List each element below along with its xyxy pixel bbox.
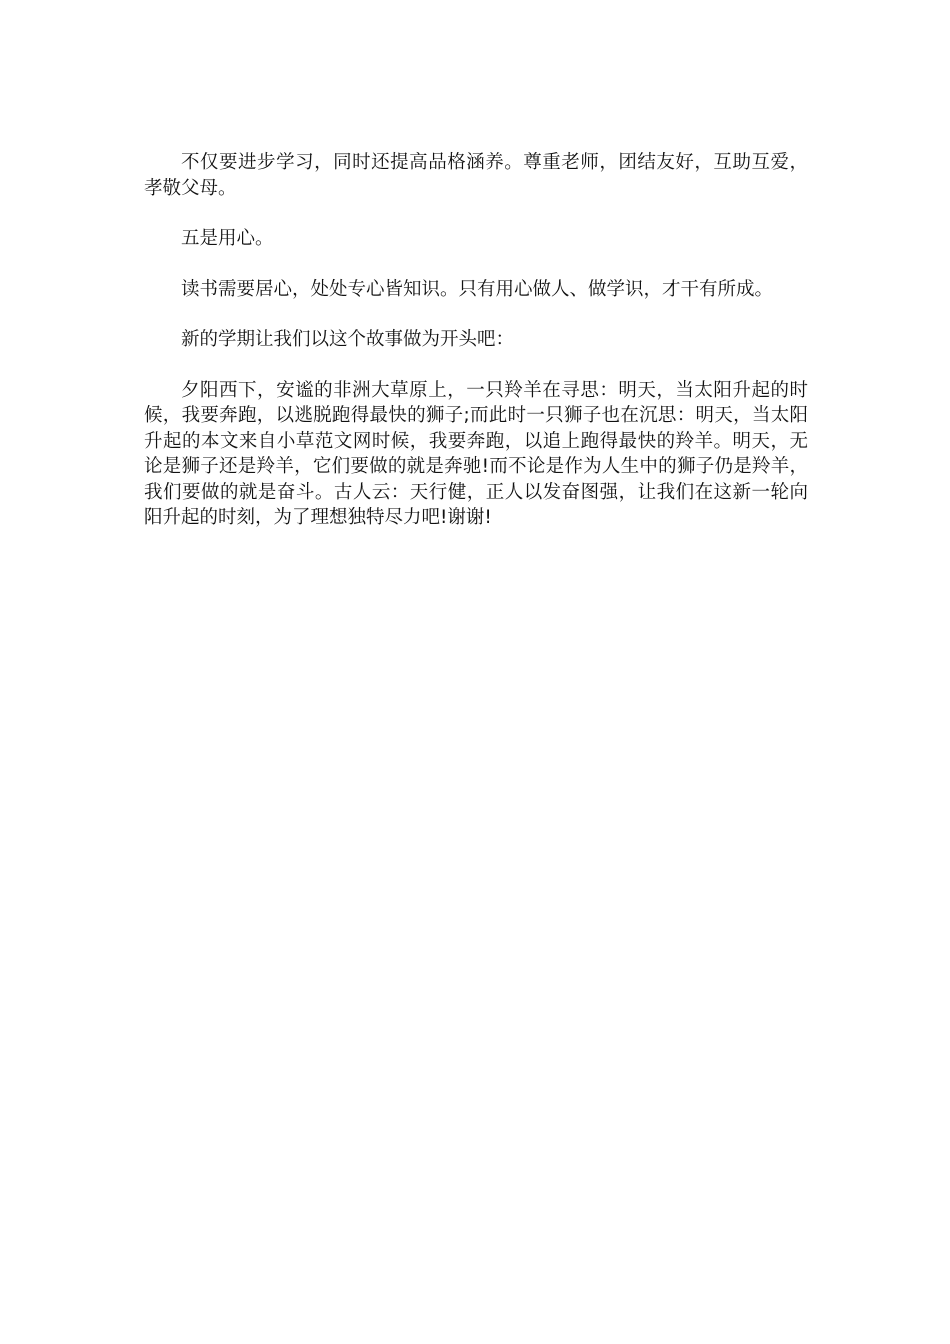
paragraph-reading: 读书需要居心，处处专心皆知识。只有用心做人、做学识，才干有所成。 bbox=[181, 278, 774, 300]
paragraph-story-intro: 新的学期让我们以这个故事做为开头吧： bbox=[181, 329, 515, 350]
paragraph-story: 夕阳西下，安谧的非洲大草原上，一只羚羊在寻思：明天，当太阳升起的时候，我要奔跑，以逃脱跑得最快的狮子;而此时一只狮子也在沉思：明天，当太阳升起的本文来自小草范文网时候，我要奔跑，以追上跑得最快的羚羊。明天，无论是狮子还是羚羊，它们要做的就是奔驰!而不论是作为人生中的狮子仍是羚羊，我们要做的就是奋斗。古人云：天行健，正人以发奋图强，让我们在这新一轮向阳升起的时刻，为了理想独特尽力吧!谢谢! bbox=[144, 379, 808, 528]
paragraph-point-five: 五是用心。 bbox=[181, 228, 274, 249]
paragraph-character: 不仅要进步学习，同时还提高品格涵养。尊重老师，团结友好，互助互爱，孝敬父母。 bbox=[144, 152, 808, 199]
document-body bbox=[144, 150, 808, 556]
